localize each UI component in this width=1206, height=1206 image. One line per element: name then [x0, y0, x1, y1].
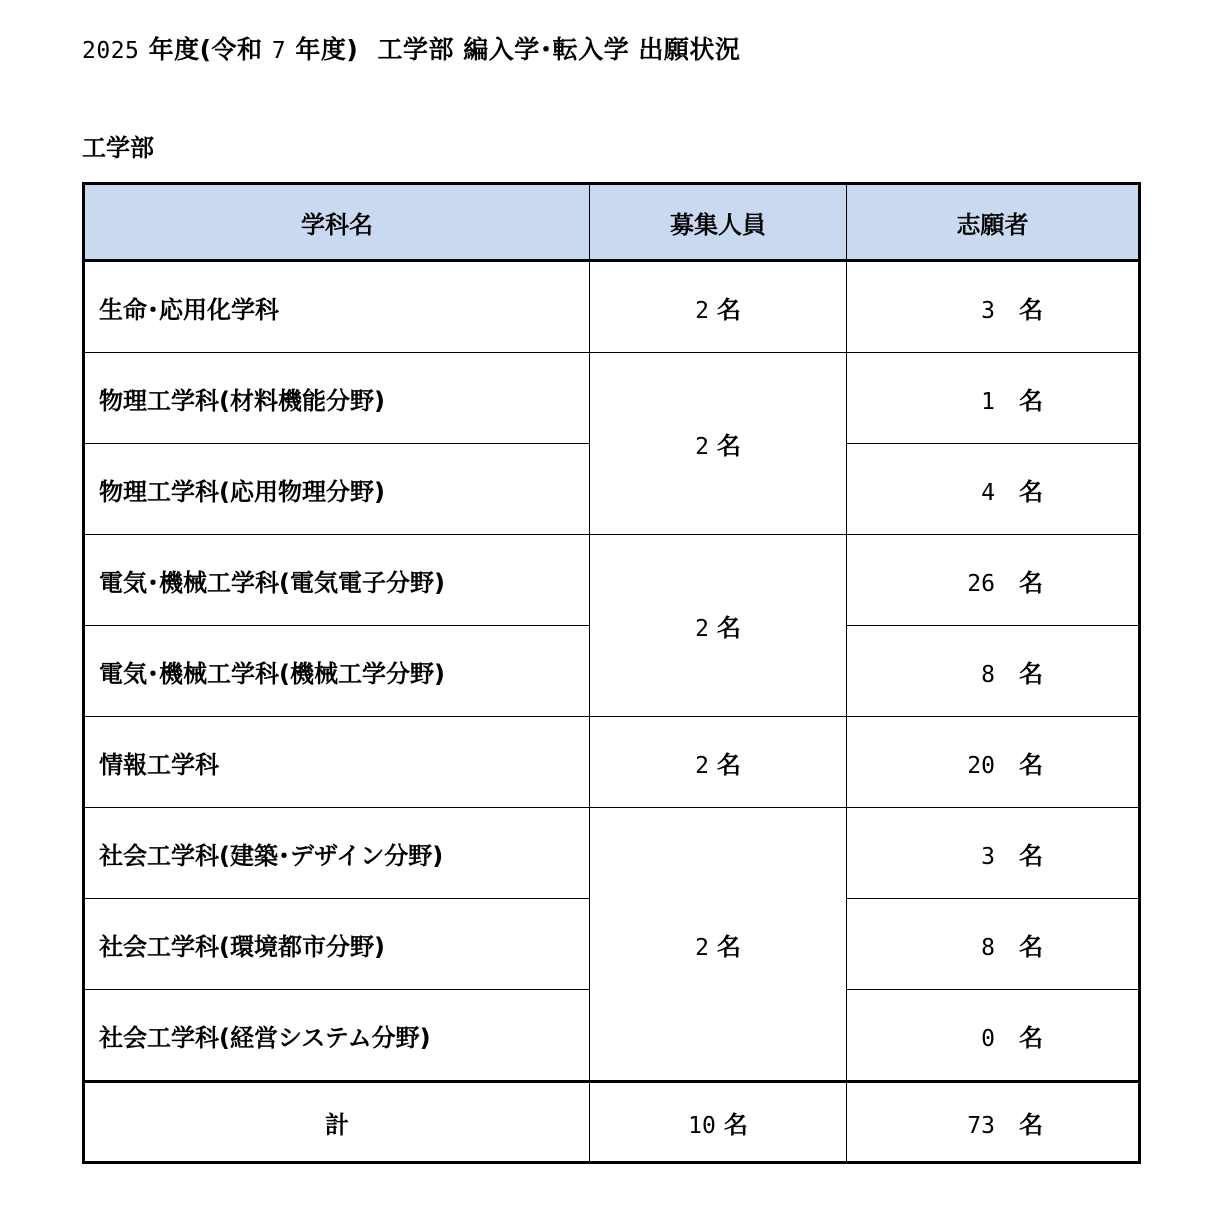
quota-cell — [590, 808, 847, 1082]
quota-cell — [590, 261, 847, 353]
total-quota-cell — [590, 1082, 847, 1163]
table-row — [84, 535, 1140, 626]
department-name: 物理工学科(材料機能分野) — [84, 353, 590, 444]
applicants-cell — [847, 626, 1140, 717]
applicants-value: 0 — [981, 1025, 995, 1052]
quota-value: 2 — [695, 297, 709, 324]
applicants-value: 1 — [981, 388, 995, 415]
quota-unit: 名 — [716, 750, 741, 779]
applicants-value: 4 — [981, 479, 995, 506]
applicants-value: 26 — [967, 570, 995, 597]
applicants-value: 8 — [981, 661, 995, 688]
department-name: 物理工学科(応用物理分野) — [84, 444, 590, 535]
applicants-unit: 名 — [1019, 568, 1043, 597]
table-row — [84, 353, 1140, 444]
applicants-cell — [847, 353, 1140, 444]
applicants-value: 3 — [981, 297, 995, 324]
quota-unit: 名 — [716, 614, 741, 642]
applicants-unit: 名 — [1019, 1110, 1043, 1139]
applicants-cell — [847, 717, 1140, 808]
department-name: 社会工学科(環境都市分野) — [84, 899, 590, 990]
quota-value: 2 — [695, 616, 709, 642]
applicants-value: 20 — [967, 752, 995, 779]
department-name: 情報工学科 — [84, 717, 590, 808]
department-name: 電気･機械工学科(電気電子分野) — [84, 535, 590, 626]
applicants-unit: 名 — [1019, 477, 1043, 506]
applicants-unit: 名 — [1019, 841, 1043, 870]
section-title: 工学部 — [82, 134, 154, 162]
header-applicants: 志願者 — [847, 184, 1140, 261]
applicants-unit: 名 — [1019, 750, 1043, 779]
table-header-row — [84, 184, 1140, 261]
table-row — [84, 261, 1140, 353]
applicants-cell — [847, 261, 1140, 353]
department-name: 生命･応用化学科 — [84, 261, 590, 353]
applicants-cell — [847, 990, 1140, 1082]
title-era-close: 年度) — [295, 35, 359, 64]
quota-cell — [590, 717, 847, 808]
total-row — [84, 1082, 1140, 1163]
applicants-cell — [847, 899, 1140, 990]
applicants-value: 8 — [981, 934, 995, 961]
applicants-unit: 名 — [1019, 295, 1043, 324]
department-name: 社会工学科(経営システム分野) — [84, 990, 590, 1082]
title-year: 2025 — [82, 38, 140, 64]
department-name: 社会工学科(建築･デザイン分野) — [84, 808, 590, 899]
total-quota-value: 10 — [688, 1112, 716, 1139]
applicants-unit: 名 — [1019, 932, 1043, 961]
total-label: 計 — [84, 1082, 590, 1163]
quota-cell — [590, 535, 847, 717]
applicants-unit: 名 — [1019, 386, 1043, 415]
table-row — [84, 808, 1140, 899]
title-nendo: 年度 — [148, 35, 200, 64]
applicants-cell — [847, 535, 1140, 626]
total-applicants-value: 73 — [967, 1112, 995, 1139]
application-status-table — [82, 182, 1141, 1164]
applicants-unit: 名 — [1019, 1023, 1043, 1052]
applicants-value: 3 — [981, 843, 995, 870]
quota-cell — [590, 353, 847, 535]
quota-unit: 名 — [716, 432, 741, 460]
title-era-year: 7 — [271, 38, 287, 64]
quota-unit: 名 — [723, 1110, 748, 1139]
total-applicants-cell — [847, 1082, 1140, 1163]
applicants-unit: 名 — [1019, 659, 1043, 688]
quota-value: 2 — [695, 934, 709, 961]
quota-unit: 名 — [716, 932, 741, 961]
applicants-cell — [847, 808, 1140, 899]
page-title — [82, 30, 740, 66]
quota-value: 2 — [695, 752, 709, 779]
header-department: 学科名 — [84, 184, 590, 261]
title-rest: 工学部 編入学･転入学 出願状況 — [377, 35, 741, 64]
table-row — [84, 717, 1140, 808]
quota-unit: 名 — [716, 295, 741, 324]
header-quota: 募集人員 — [590, 184, 847, 261]
department-name: 電気･機械工学科(機械工学分野) — [84, 626, 590, 717]
applicants-cell — [847, 444, 1140, 535]
quota-value: 2 — [695, 434, 709, 460]
title-era-open: (令和 — [199, 35, 263, 64]
